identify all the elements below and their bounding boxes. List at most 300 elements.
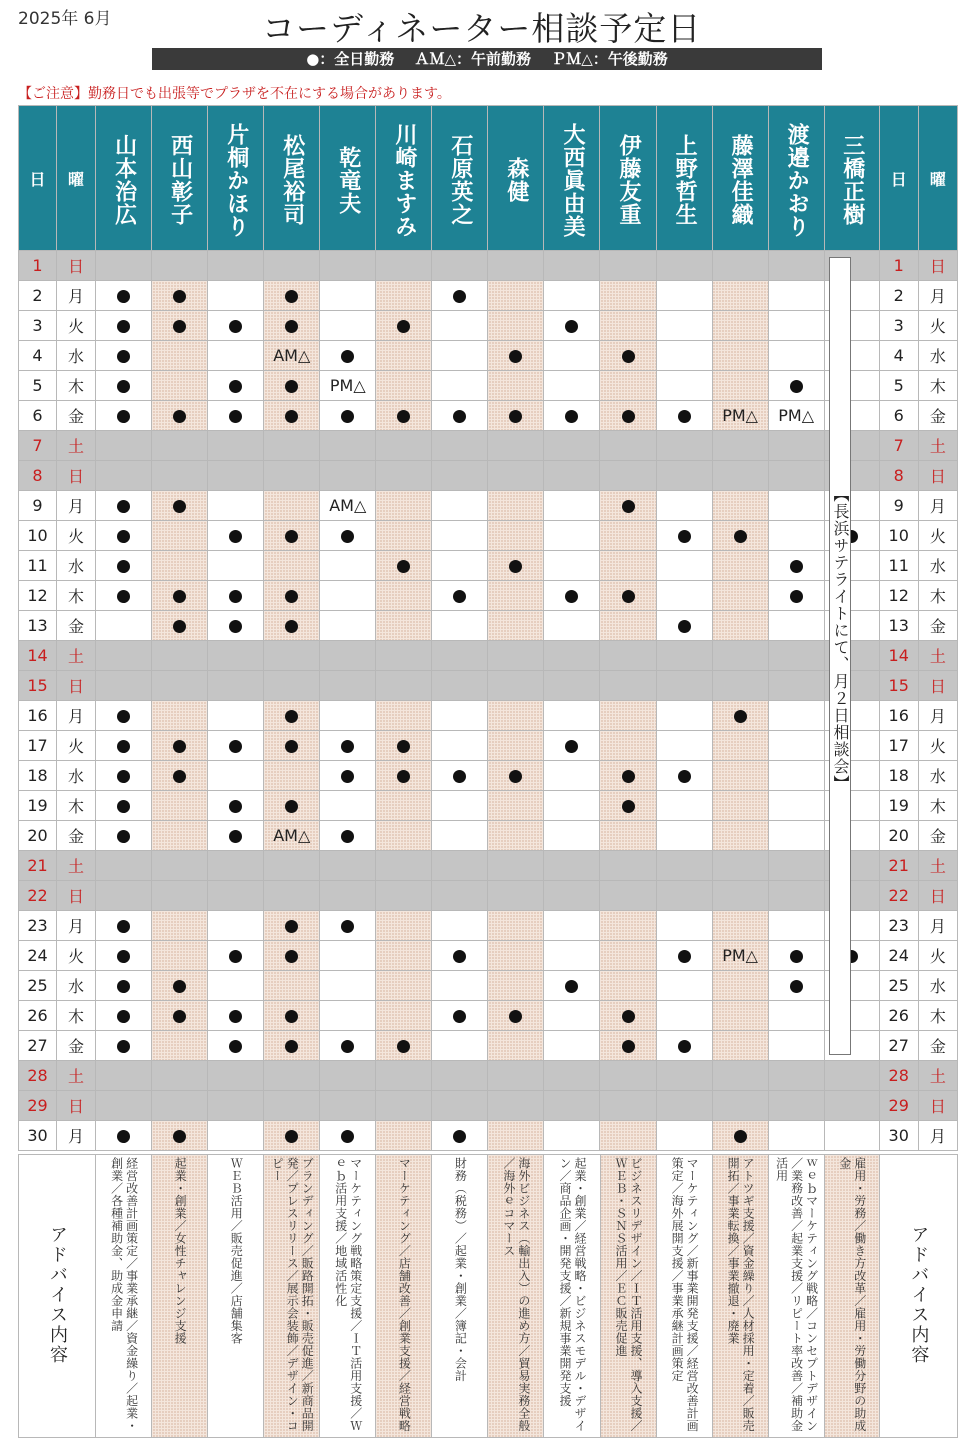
advice-row: [19, 1155, 958, 1438]
day-cell: 8: [19, 461, 57, 491]
advice-text: 海外ビジネス（輸出入）の進め方／貿易実務全般／海外ｅコマース: [501, 1157, 531, 1432]
schedule-cell: [320, 941, 376, 971]
advice-label: [19, 1155, 96, 1438]
schedule-cell: [152, 911, 208, 941]
day-cell-right: 4: [879, 341, 918, 371]
schedule-cell: [712, 371, 768, 401]
schedule-cell: [824, 1121, 879, 1151]
table-row: [19, 731, 958, 761]
schedule-cell: [208, 581, 264, 611]
schedule-cell: [152, 791, 208, 821]
schedule-cell: [264, 1091, 320, 1121]
schedule-cell: [768, 671, 824, 701]
schedule-cell: [544, 1061, 600, 1091]
full-day-mark: [341, 1040, 354, 1053]
schedule-cell: [544, 281, 600, 311]
schedule-cell: [264, 611, 320, 641]
schedule-cell: [656, 461, 712, 491]
schedule-cell: [96, 701, 152, 731]
schedule-cell: [264, 701, 320, 731]
full-day-mark: [285, 800, 298, 813]
table-row: [19, 1121, 958, 1151]
schedule-cell: [208, 911, 264, 941]
schedule-cell: [152, 521, 208, 551]
schedule-cell: [152, 281, 208, 311]
full-day-mark: [173, 290, 186, 303]
day-cell: 5: [19, 371, 57, 401]
half-day-mark: PM△: [722, 946, 758, 965]
full-day-mark: [341, 410, 354, 423]
schedule-cell: [544, 791, 600, 821]
schedule-cell: [544, 461, 600, 491]
schedule-cell: [656, 251, 712, 281]
schedule-cell: [152, 401, 208, 431]
advice-text: ＷＥＢ活用／販売促進／店舗集客: [229, 1157, 244, 1345]
schedule-cell: [544, 611, 600, 641]
half-day-mark: AM△: [273, 826, 311, 845]
half-day-mark: PM△: [722, 406, 758, 425]
advice-cell: [152, 1155, 208, 1438]
schedule-cell: [488, 1031, 544, 1061]
coordinator-header: [320, 106, 376, 251]
schedule-cell: [208, 941, 264, 971]
day-cell-right: 1: [879, 251, 918, 281]
schedule-cell: [264, 401, 320, 431]
schedule-cell: [656, 1061, 712, 1091]
schedule-cell: [544, 251, 600, 281]
schedule-cell: [432, 251, 488, 281]
schedule-cell: [96, 371, 152, 401]
schedule-cell: [96, 821, 152, 851]
advice-label-text: アドバイス内容: [47, 1225, 69, 1365]
weekday-cell-right: 土: [918, 1061, 957, 1091]
weekday-cell-right: 土: [918, 641, 957, 671]
schedule-cell: [152, 431, 208, 461]
schedule-cell: [768, 1031, 824, 1061]
table-row: [19, 551, 958, 581]
schedule-cell: [712, 1001, 768, 1031]
full-day-mark: [734, 1130, 747, 1143]
schedule-cell: [824, 1061, 879, 1091]
weekday-cell-right: 金: [918, 821, 957, 851]
schedule-cell: [768, 611, 824, 641]
schedule-cell: [656, 701, 712, 731]
weekday-cell: 金: [57, 1031, 96, 1061]
day-cell: 9: [19, 491, 57, 521]
schedule-cell: [600, 701, 656, 731]
day-cell: 27: [19, 1031, 57, 1061]
schedule-cell: [600, 371, 656, 401]
full-day-mark: [173, 1010, 186, 1023]
schedule-cell: [96, 1001, 152, 1031]
day-cell-right: 5: [879, 371, 918, 401]
schedule-cell: [712, 911, 768, 941]
schedule-cell: [376, 821, 432, 851]
advice-table: [18, 1154, 958, 1438]
full-day-mark: [341, 1130, 354, 1143]
schedule-cell: [768, 1061, 824, 1091]
weekday-cell: 日: [57, 1091, 96, 1121]
schedule-cell: [488, 1121, 544, 1151]
table-row: [19, 371, 958, 401]
schedule-cell: [488, 371, 544, 401]
coordinator-header: [488, 106, 544, 251]
weekday-cell-right: 火: [918, 731, 957, 761]
schedule-cell: [656, 311, 712, 341]
schedule-cell: [320, 491, 376, 521]
schedule-cell: [768, 341, 824, 371]
full-day-mark: [397, 560, 410, 573]
schedule-cell: [600, 281, 656, 311]
schedule-cell: [152, 881, 208, 911]
schedule-cell: [432, 731, 488, 761]
advice-text: ｗｅｂマーケティング戦略／コンセプトデザイン／業務改善／起業支援／リピート率改善／補助金活用: [774, 1157, 819, 1432]
full-day-mark: [622, 350, 635, 363]
schedule-cell: [96, 401, 152, 431]
weekday-cell-right: 木: [918, 581, 957, 611]
schedule-cell: [656, 881, 712, 911]
full-day-mark: [229, 530, 242, 543]
full-day-mark: [734, 530, 747, 543]
schedule-cell: [320, 341, 376, 371]
schedule-cell: [96, 641, 152, 671]
schedule-cell: [600, 431, 656, 461]
schedule-cell: [600, 851, 656, 881]
full-day-mark: [229, 1010, 242, 1023]
schedule-cell: [488, 851, 544, 881]
schedule-cell: [96, 461, 152, 491]
weekday-cell-right: 金: [918, 401, 957, 431]
schedule-cell: [768, 521, 824, 551]
schedule-cell: [96, 341, 152, 371]
schedule-cell: [264, 821, 320, 851]
day-cell-right: 8: [879, 461, 918, 491]
day-cell: 16: [19, 701, 57, 731]
full-day-mark: [117, 1010, 130, 1023]
schedule-cell: [96, 521, 152, 551]
weekday-cell-right: 木: [918, 371, 957, 401]
advice-text: 経営改善計画策定／事業承継／資金繰り／起業・創業／各種補助金、助成金申請: [109, 1157, 139, 1432]
schedule-cell: [488, 821, 544, 851]
day-cell-right: 20: [879, 821, 918, 851]
day-cell: 30: [19, 1121, 57, 1151]
coordinator-header: [544, 106, 600, 251]
full-day-mark: [565, 980, 578, 993]
schedule-cell: [712, 941, 768, 971]
schedule-cell: [432, 371, 488, 401]
advice-cell: [824, 1155, 879, 1438]
schedule-cell: [544, 371, 600, 401]
schedule-cell: [544, 1001, 600, 1031]
schedule-cell: [656, 971, 712, 1001]
schedule-cell: [208, 491, 264, 521]
schedule-cell: [432, 881, 488, 911]
weekday-cell-right: 金: [918, 1031, 957, 1061]
day-cell-right: 11: [879, 551, 918, 581]
full-day-mark: [734, 710, 747, 723]
schedule-cell: [768, 911, 824, 941]
schedule-cell: [544, 761, 600, 791]
schedule-cell: [768, 371, 824, 401]
schedule-cell: [712, 461, 768, 491]
weekday-cell: 月: [57, 701, 96, 731]
schedule-cell: [320, 911, 376, 941]
schedule-cell: [544, 1121, 600, 1151]
weekday-cell: 日: [57, 461, 96, 491]
full-day-mark: [622, 1010, 635, 1023]
weekday-cell: 金: [57, 611, 96, 641]
schedule-cell: [544, 401, 600, 431]
schedule-cell: [432, 311, 488, 341]
schedule-cell: [96, 731, 152, 761]
day-cell: 14: [19, 641, 57, 671]
schedule-cell: [544, 521, 600, 551]
schedule-cell: [488, 911, 544, 941]
schedule-cell: [656, 281, 712, 311]
full-day-mark: [622, 500, 635, 513]
schedule-cell: [432, 671, 488, 701]
weekday-cell: 火: [57, 731, 96, 761]
weekday-cell-right: 水: [918, 761, 957, 791]
full-day-mark: [397, 410, 410, 423]
schedule-cell: [264, 551, 320, 581]
schedule-cell: [488, 1061, 544, 1091]
schedule-cell: [208, 1061, 264, 1091]
full-day-mark: [453, 410, 466, 423]
day-cell-right: 17: [879, 731, 918, 761]
schedule-cell: [264, 461, 320, 491]
schedule-cell: [600, 491, 656, 521]
schedule-cell: [208, 671, 264, 701]
coordinator-name: 三橋正樹: [839, 134, 865, 226]
schedule-cell: [96, 581, 152, 611]
schedule-cell: [768, 461, 824, 491]
schedule-cell: [432, 641, 488, 671]
day-cell-right: 21: [879, 851, 918, 881]
schedule-cell: [768, 1121, 824, 1151]
schedule-cell: [544, 851, 600, 881]
schedule-cell: [600, 671, 656, 701]
full-day-mark: [509, 410, 522, 423]
coordinator-header: [600, 106, 656, 251]
full-day-mark: [341, 740, 354, 753]
schedule-cell: [656, 611, 712, 641]
schedule-cell: [320, 971, 376, 1001]
day-cell: 23: [19, 911, 57, 941]
coordinator-header: [712, 106, 768, 251]
day-cell: 17: [19, 731, 57, 761]
schedule-cell: [96, 791, 152, 821]
schedule-cell: [152, 251, 208, 281]
day-cell-right: 23: [879, 911, 918, 941]
schedule-cell: [712, 791, 768, 821]
schedule-cell: [656, 1091, 712, 1121]
schedule-cell: [208, 851, 264, 881]
schedule-cell: [600, 341, 656, 371]
coordinator-header: [208, 106, 264, 251]
weekday-cell-right: 水: [918, 971, 957, 1001]
schedule-cell: [152, 761, 208, 791]
schedule-cell: [432, 1121, 488, 1151]
schedule-cell: [712, 971, 768, 1001]
schedule-cell: [376, 1091, 432, 1121]
weekday-cell: 月: [57, 1121, 96, 1151]
day-cell: 28: [19, 1061, 57, 1091]
weekday-cell: 水: [57, 761, 96, 791]
full-day-mark: [622, 1040, 635, 1053]
schedule-cell: [656, 851, 712, 881]
schedule-cell: [264, 911, 320, 941]
schedule-cell: [600, 731, 656, 761]
schedule-cell: [544, 941, 600, 971]
weekday-cell: 土: [57, 1061, 96, 1091]
schedule-cell: [152, 581, 208, 611]
schedule-cell: [712, 1031, 768, 1061]
advice-text: ビジネスリデザイン／ＩＴ活用支援、導入支援／ＷＥＢ・ＳＮＳ活用／ＥＣ販売促進: [614, 1157, 644, 1432]
schedule-cell: [600, 1001, 656, 1031]
schedule-cell: [600, 971, 656, 1001]
schedule-cell: [376, 461, 432, 491]
coordinator-header: [824, 106, 879, 251]
full-day-mark: [229, 320, 242, 333]
schedule-cell: [712, 491, 768, 521]
coordinator-name: 片桐かほり: [223, 122, 249, 238]
schedule-cell: [152, 1121, 208, 1151]
full-day-mark: [453, 1010, 466, 1023]
schedule-cell: [544, 641, 600, 671]
advice-text: マーケティング／新事業開発支援／経営改善計画策定／海外展開支援／事業承継計画策定: [670, 1157, 700, 1432]
schedule-cell: [376, 1121, 432, 1151]
schedule-cell: [376, 311, 432, 341]
schedule-cell: [768, 581, 824, 611]
schedule-cell: [488, 281, 544, 311]
full-day-mark: [117, 530, 130, 543]
table-row: [19, 581, 958, 611]
schedule-cell: [208, 881, 264, 911]
half-day-mark: AM△: [329, 496, 367, 515]
full-day-mark: [173, 410, 186, 423]
full-day-mark: [341, 350, 354, 363]
schedule-cell: [264, 371, 320, 401]
schedule-cell: [96, 881, 152, 911]
schedule-cell: [96, 281, 152, 311]
full-day-mark: [397, 740, 410, 753]
weekday-cell-right: 金: [918, 611, 957, 641]
schedule-cell: [600, 941, 656, 971]
day-cell-right: 25: [879, 971, 918, 1001]
schedule-cell: [96, 941, 152, 971]
full-day-mark: [117, 380, 130, 393]
schedule-cell: [208, 1121, 264, 1151]
schedule-cell: [488, 641, 544, 671]
full-day-mark: [285, 380, 298, 393]
table-row: [19, 761, 958, 791]
schedule-cell: [152, 641, 208, 671]
schedule-cell: [320, 1001, 376, 1031]
full-day-mark: [285, 710, 298, 723]
schedule-cell: [488, 521, 544, 551]
full-day-mark: [117, 560, 130, 573]
schedule-cell: [712, 581, 768, 611]
table-row: [19, 461, 958, 491]
advice-cell: [544, 1155, 600, 1438]
table-row: [19, 851, 958, 881]
schedule-cell: [96, 671, 152, 701]
day-cell-right: 29: [879, 1091, 918, 1121]
schedule-cell: [432, 761, 488, 791]
schedule-cell: [208, 311, 264, 341]
full-day-mark: [117, 800, 130, 813]
advice-text: 起業・創業／経営戦略・ビジネスモデル・デザイン／商品企画・開発支援／新規事業開発支援: [557, 1157, 587, 1432]
full-day-mark: [509, 560, 522, 573]
full-day-mark: [341, 830, 354, 843]
weekday-cell-right: 月: [918, 491, 957, 521]
schedule-cell: [656, 791, 712, 821]
schedule-cell: [264, 941, 320, 971]
weekday-cell: 土: [57, 431, 96, 461]
schedule-cell: [208, 821, 264, 851]
schedule-cell: [264, 581, 320, 611]
day-cell-right: 12: [879, 581, 918, 611]
schedule-cell: [432, 1001, 488, 1031]
full-day-mark: [173, 620, 186, 633]
weekday-cell: 水: [57, 551, 96, 581]
coordinator-header: [768, 106, 824, 251]
schedule-cell: [152, 1091, 208, 1121]
day-cell-right: 26: [879, 1001, 918, 1031]
schedule-cell: [656, 401, 712, 431]
full-day-mark: [678, 530, 691, 543]
schedule-cell: [432, 461, 488, 491]
schedule-cell: [712, 761, 768, 791]
day-cell: 20: [19, 821, 57, 851]
schedule-cell: [96, 551, 152, 581]
schedule-cell: [152, 551, 208, 581]
schedule-cell: [656, 941, 712, 971]
full-day-mark: [229, 950, 242, 963]
schedule-cell: [320, 551, 376, 581]
banner-text: 【長浜サテライトにて、月２日相談会】: [831, 486, 850, 792]
schedule-cell: [488, 971, 544, 1001]
schedule-cell: [600, 911, 656, 941]
schedule-cell: [264, 1031, 320, 1061]
schedule-cell: [264, 851, 320, 881]
day-cell: 7: [19, 431, 57, 461]
schedule-cell: [96, 1061, 152, 1091]
weekday-cell: 日: [57, 671, 96, 701]
weekday-cell-right: 日: [918, 671, 957, 701]
schedule-cell: [600, 311, 656, 341]
table-row: [19, 671, 958, 701]
schedule-cell: [96, 851, 152, 881]
schedule-cell: [768, 791, 824, 821]
schedule-cell: [600, 521, 656, 551]
schedule-cell: [656, 1121, 712, 1151]
schedule-cell: [208, 701, 264, 731]
day-cell-right: 24: [879, 941, 918, 971]
coordinator-header: [432, 106, 488, 251]
page-title: コーディネーター相談予定日: [262, 9, 702, 48]
coordinator-name: 川崎ますみ: [391, 122, 417, 238]
schedule-cell: [96, 611, 152, 641]
day-cell: 1: [19, 251, 57, 281]
schedule-cell: [96, 761, 152, 791]
schedule-cell: [208, 1031, 264, 1061]
schedule-cell: [320, 1061, 376, 1091]
schedule-cell: [320, 461, 376, 491]
schedule-cell: [768, 881, 824, 911]
advice-cell: [488, 1155, 544, 1438]
